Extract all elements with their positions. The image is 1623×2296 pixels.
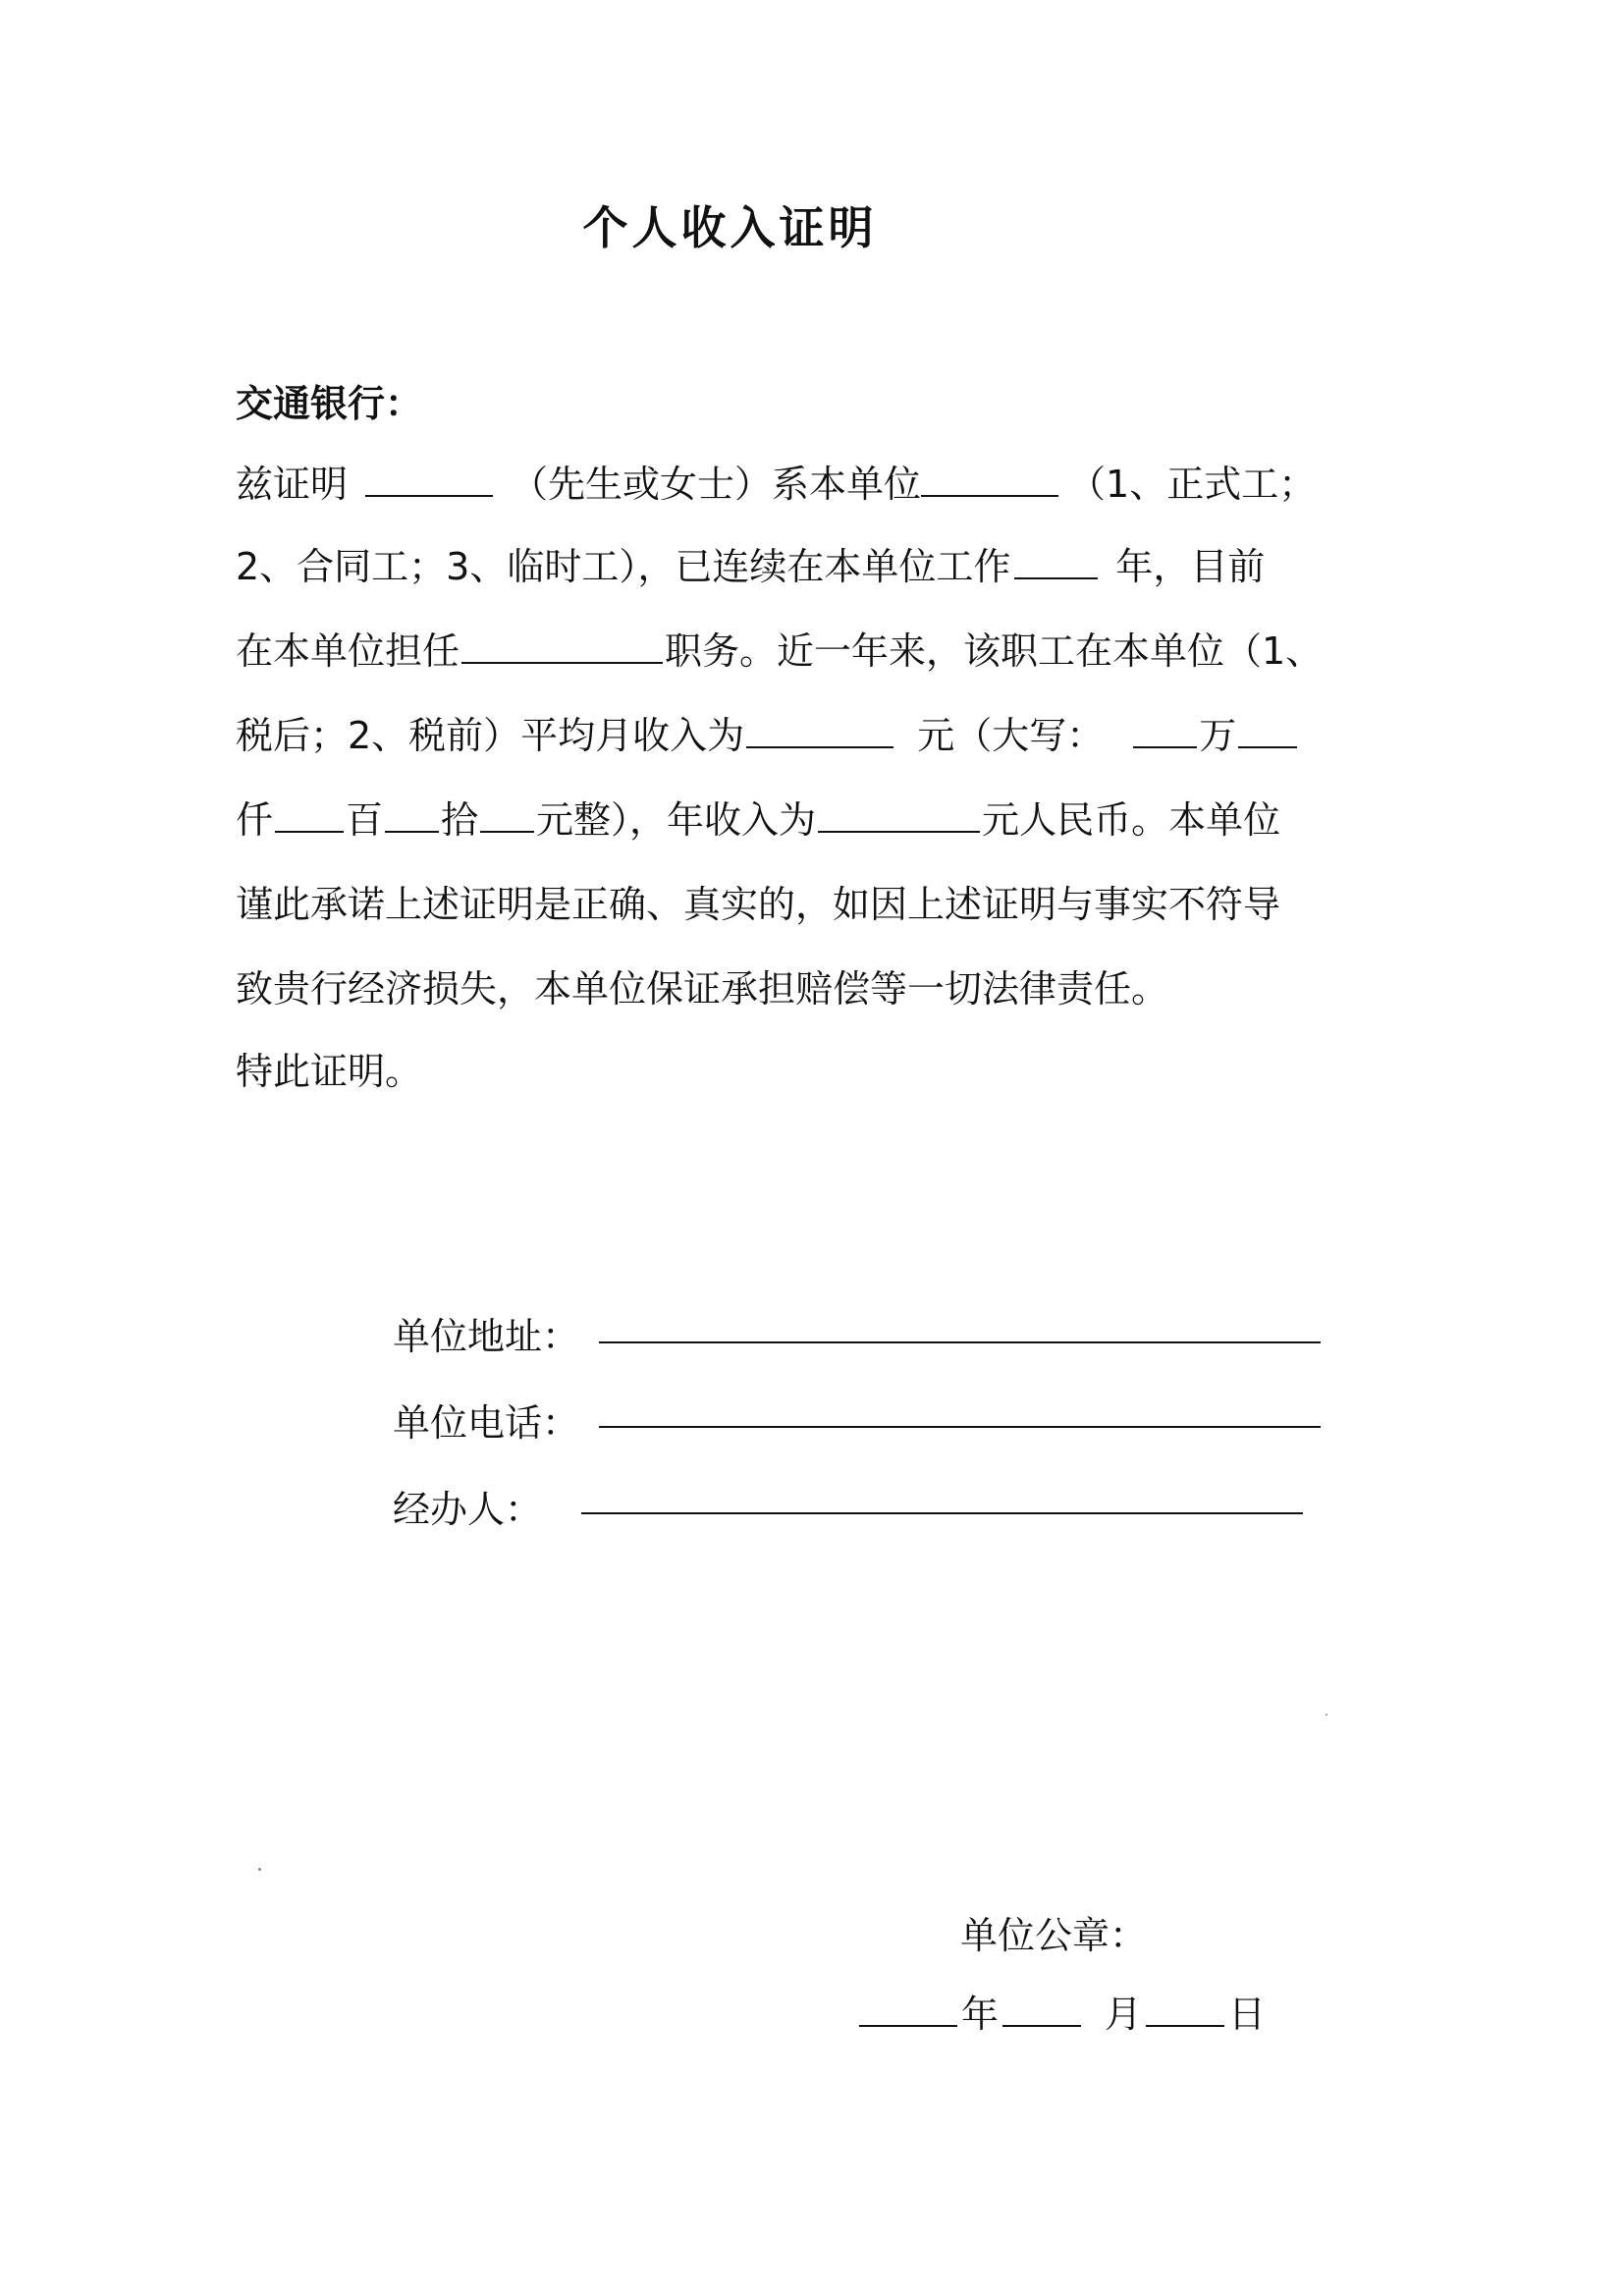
text-segment: 百 xyxy=(346,798,384,842)
wan-blank[interactable] xyxy=(1133,711,1197,748)
phone-label: 单位电话： xyxy=(393,1401,580,1445)
shi-blank[interactable] xyxy=(480,795,534,833)
body-line-7 xyxy=(236,964,1168,1013)
text-segment: 税后；2、税前）平均月收入为 xyxy=(236,714,745,757)
position-blank[interactable] xyxy=(461,627,663,664)
text-segment: 兹证明 xyxy=(236,463,349,506)
qian-blank[interactable] xyxy=(275,795,344,833)
day-blank[interactable] xyxy=(1146,1990,1224,2027)
monthly-income-blank[interactable] xyxy=(746,711,893,748)
body-line-8 xyxy=(236,1047,422,1096)
scan-speck xyxy=(258,1868,261,1871)
body-line-4 xyxy=(236,711,1297,760)
year-blank[interactable] xyxy=(859,1990,957,2027)
years-blank[interactable] xyxy=(1014,542,1098,579)
year-label: 年 xyxy=(961,1993,1000,2036)
day-label: 日 xyxy=(1228,1993,1267,2036)
date-row xyxy=(859,1990,1266,2039)
phone-input[interactable] xyxy=(599,1426,1321,1428)
text-segment: 谨此承诺上述证明是正确、真实的，如因上述证明与事实不符导 xyxy=(236,883,1281,926)
body-line-5 xyxy=(236,795,1280,845)
address-label: 单位地址： xyxy=(393,1315,580,1358)
text-segment: 万 xyxy=(1199,714,1237,757)
name-blank[interactable] xyxy=(365,460,493,497)
text-segment: （先生或女士）系本单位 xyxy=(511,463,922,506)
text-segment: 元人民币。本单位 xyxy=(982,798,1281,842)
addressee: 交通银行： xyxy=(236,382,423,425)
body-line-2 xyxy=(236,542,1265,591)
document-title: 个人收入证明 xyxy=(582,201,878,254)
address-field xyxy=(393,1312,579,1361)
text-segment: 年，目前 xyxy=(1115,545,1266,588)
body-line-1 xyxy=(236,460,1316,509)
text-segment: 元（大写： xyxy=(917,714,1105,757)
body-line-6 xyxy=(236,880,1280,929)
wan-tail-blank[interactable] xyxy=(1238,711,1297,748)
annual-income-blank[interactable] xyxy=(818,795,980,833)
text-segment: 仟 xyxy=(236,798,274,842)
text-segment: 拾 xyxy=(441,798,479,842)
text-segment: 职务。近一年来，该职工在本单位（1、 xyxy=(665,629,1324,673)
handler-input[interactable] xyxy=(581,1512,1303,1514)
seal-label: 单位公章： xyxy=(960,1914,1148,1957)
body-line-3 xyxy=(236,627,1323,676)
address-input[interactable] xyxy=(599,1341,1321,1343)
phone-field xyxy=(393,1398,579,1448)
text-segment: 2、合同工；3、临时工），已连续在本单位工作 xyxy=(236,545,1011,588)
text-segment: （1、正式工； xyxy=(1068,463,1317,506)
text-segment: 特此证明。 xyxy=(236,1050,423,1093)
handler-label: 经办人： xyxy=(393,1488,543,1531)
text-segment: 致贵行经济损失，本单位保证承担赔偿等一切法律责任。 xyxy=(236,967,1169,1011)
text-segment: 元整），年收入为 xyxy=(536,798,817,842)
scan-speck xyxy=(1325,1714,1327,1716)
month-blank[interactable] xyxy=(1002,1990,1081,2027)
department-blank[interactable] xyxy=(921,460,1058,497)
month-label: 月 xyxy=(1105,1993,1143,2036)
bai-blank[interactable] xyxy=(385,795,439,833)
handler-field xyxy=(393,1485,542,1534)
text-segment: 在本单位担任 xyxy=(236,629,460,673)
